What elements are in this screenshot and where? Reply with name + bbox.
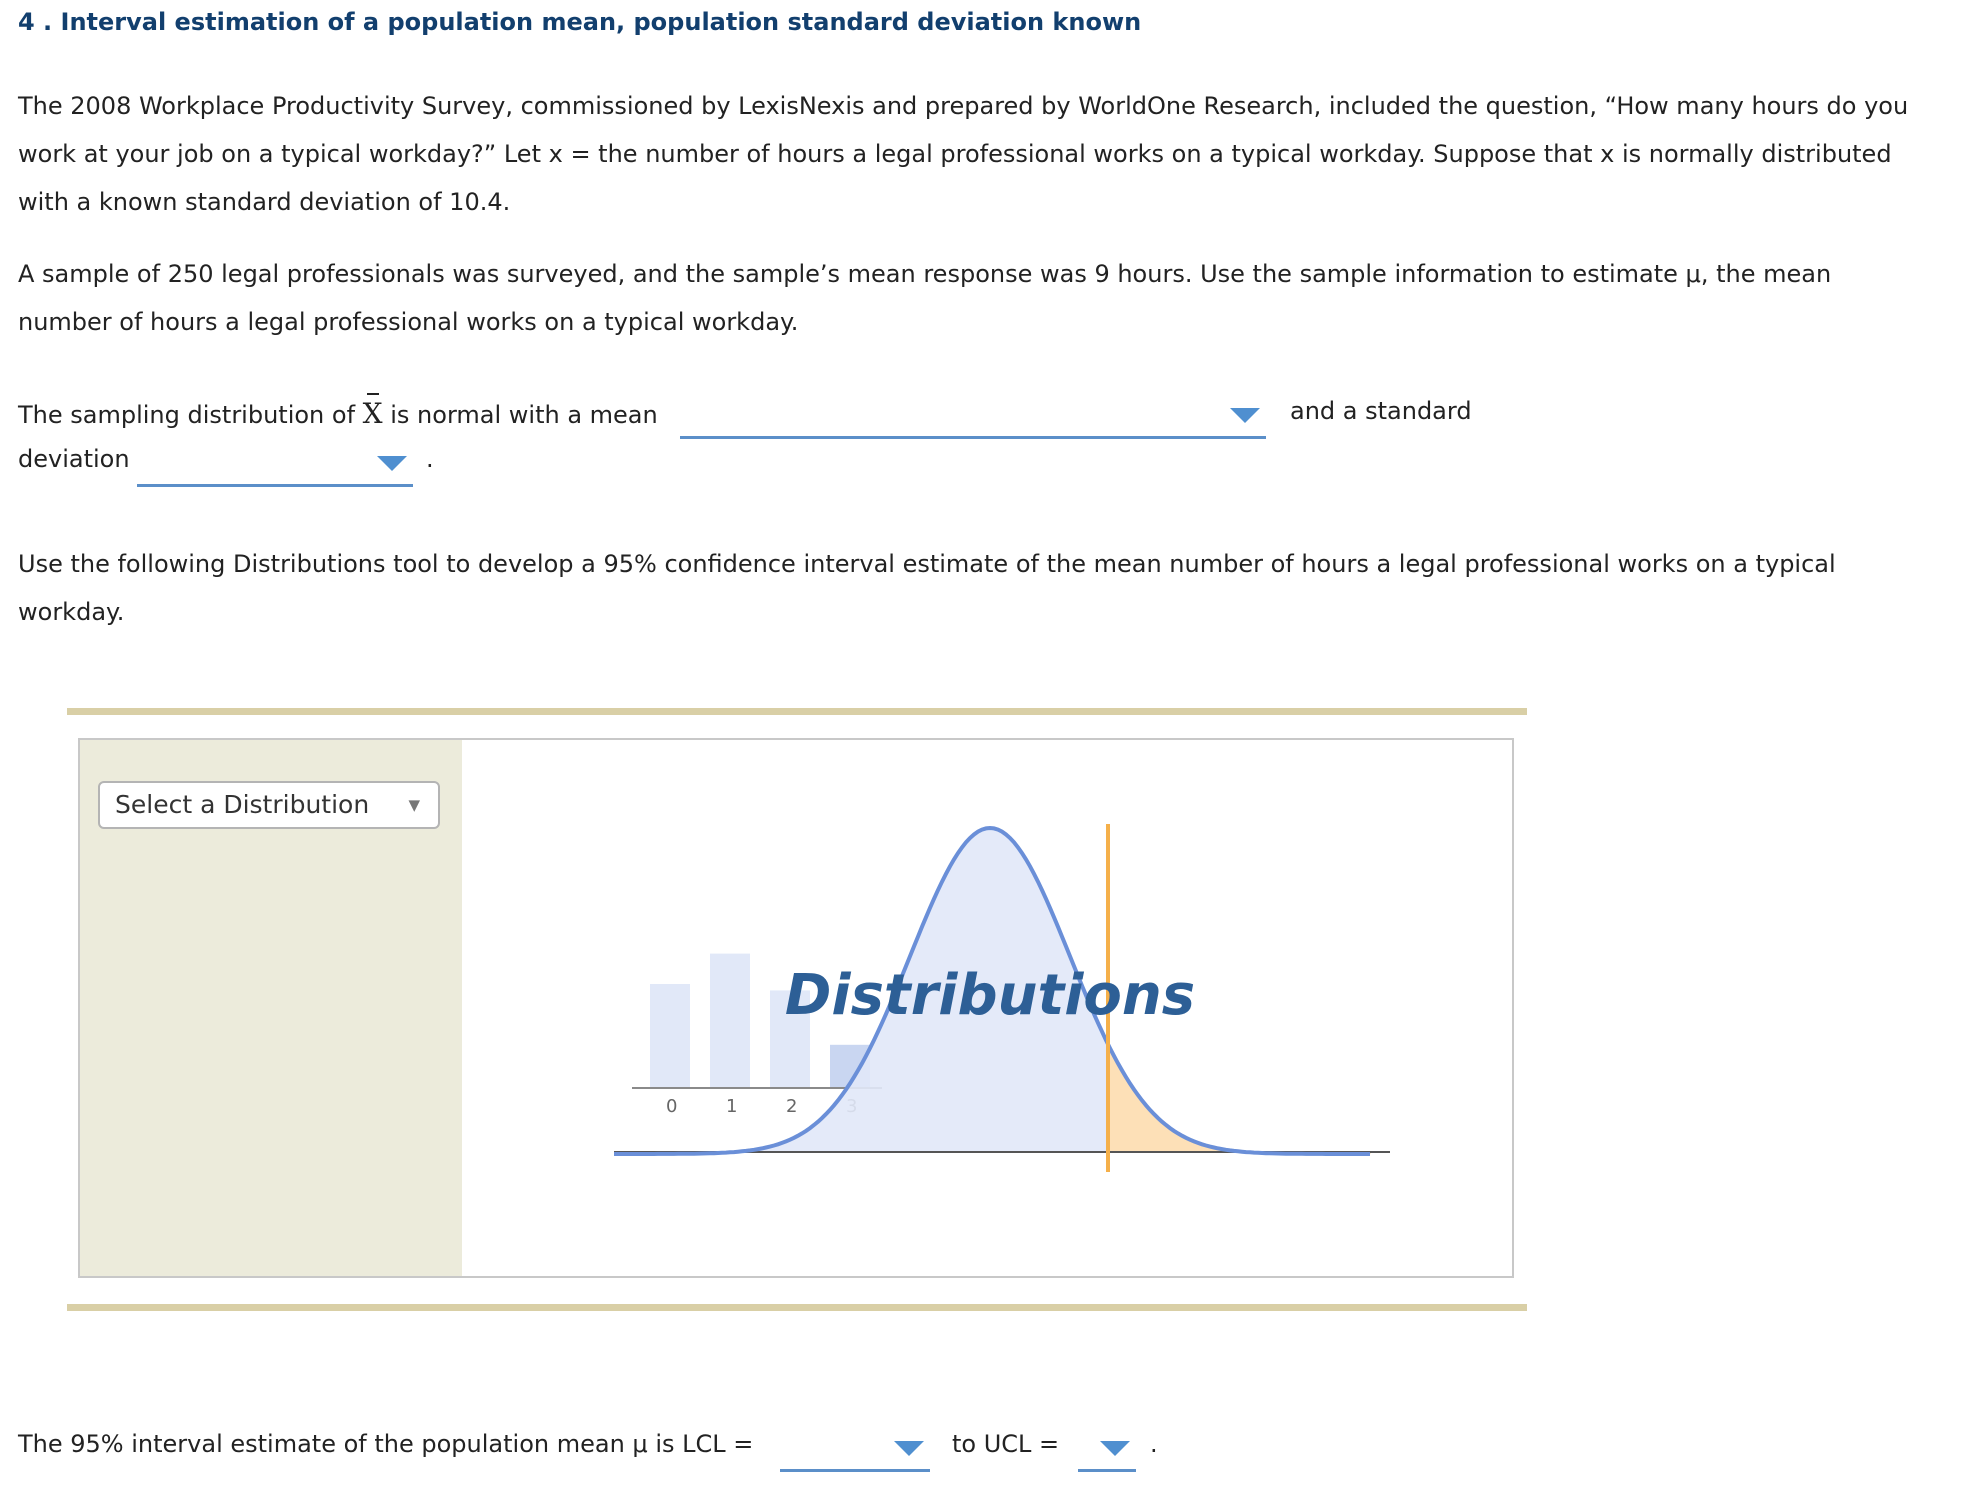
question-title: 4 . Interval estimation of a population mean, population standard deviation known — [18, 8, 1142, 36]
bar-tick-2: 2 — [786, 1096, 798, 1117]
chevron-down-icon — [377, 456, 407, 471]
bar-0 — [650, 984, 690, 1088]
standard-deviation-dropdown[interactable] — [137, 444, 413, 487]
bar-tick-0: 0 — [666, 1096, 678, 1117]
sample-paragraph: A sample of 250 legal professionals was surveyed, and the sample’s mean response was 9 hours. Use the sample information to estimate μ, the mean number of hours a legal professional works on a typical workday. — [18, 260, 1832, 336]
chevron-down-icon — [894, 1441, 924, 1456]
bar-tick-1: 1 — [726, 1096, 738, 1117]
ucl-dropdown[interactable] — [1078, 1429, 1136, 1472]
tool-bottom-border — [67, 1304, 1527, 1311]
distributions-illustration — [600, 800, 1400, 1200]
select-distribution-dropdown[interactable] — [98, 781, 440, 829]
survey-paragraph: The 2008 Workplace Productivity Survey, commissioned by LexisNexis and prepared by WorldOne Research, included the question, “How many hours do you work at your job on a typical workday?” Let x = the number of hours a legal professional works on a typical workday. Suppose that x is normally distributed with a known standard deviation of 10.4. — [18, 92, 1909, 216]
sampling-distribution-sentence — [18, 397, 658, 430]
chevron-down-icon — [1100, 1441, 1130, 1456]
sampling-suffix: and a standard — [1290, 397, 1472, 425]
tool-instructions-paragraph: Use the following Distributions tool to develop a 95% confidence interval estimate of the mean number of hours a legal professional works on a typical workday. — [18, 550, 1836, 626]
select-distribution-label: Select a Distribution — [115, 790, 370, 819]
bar-1 — [710, 954, 750, 1088]
interval-middle: to UCL = — [952, 1430, 1060, 1458]
tool-side-panel — [80, 740, 462, 1276]
tool-top-border — [67, 708, 1527, 715]
interval-period: . — [1150, 1430, 1158, 1458]
lcl-dropdown[interactable] — [780, 1429, 930, 1472]
distributions-logo-text: Distributions — [784, 963, 1196, 1028]
deviation-period: . — [426, 445, 434, 473]
sampling-prefix: The sampling distribution of — [18, 401, 356, 429]
deviation-label: deviation — [18, 445, 130, 473]
chevron-down-icon: ▼ — [408, 796, 420, 814]
curve-tail-area — [1108, 1048, 1372, 1154]
sampling-middle: is normal with a mean — [390, 401, 658, 429]
xbar-symbol: X — [362, 397, 383, 430]
chevron-down-icon — [1230, 408, 1260, 423]
mean-dropdown[interactable] — [680, 396, 1266, 439]
interval-prefix: The 95% interval estimate of the population mean μ is LCL = — [18, 1430, 754, 1458]
